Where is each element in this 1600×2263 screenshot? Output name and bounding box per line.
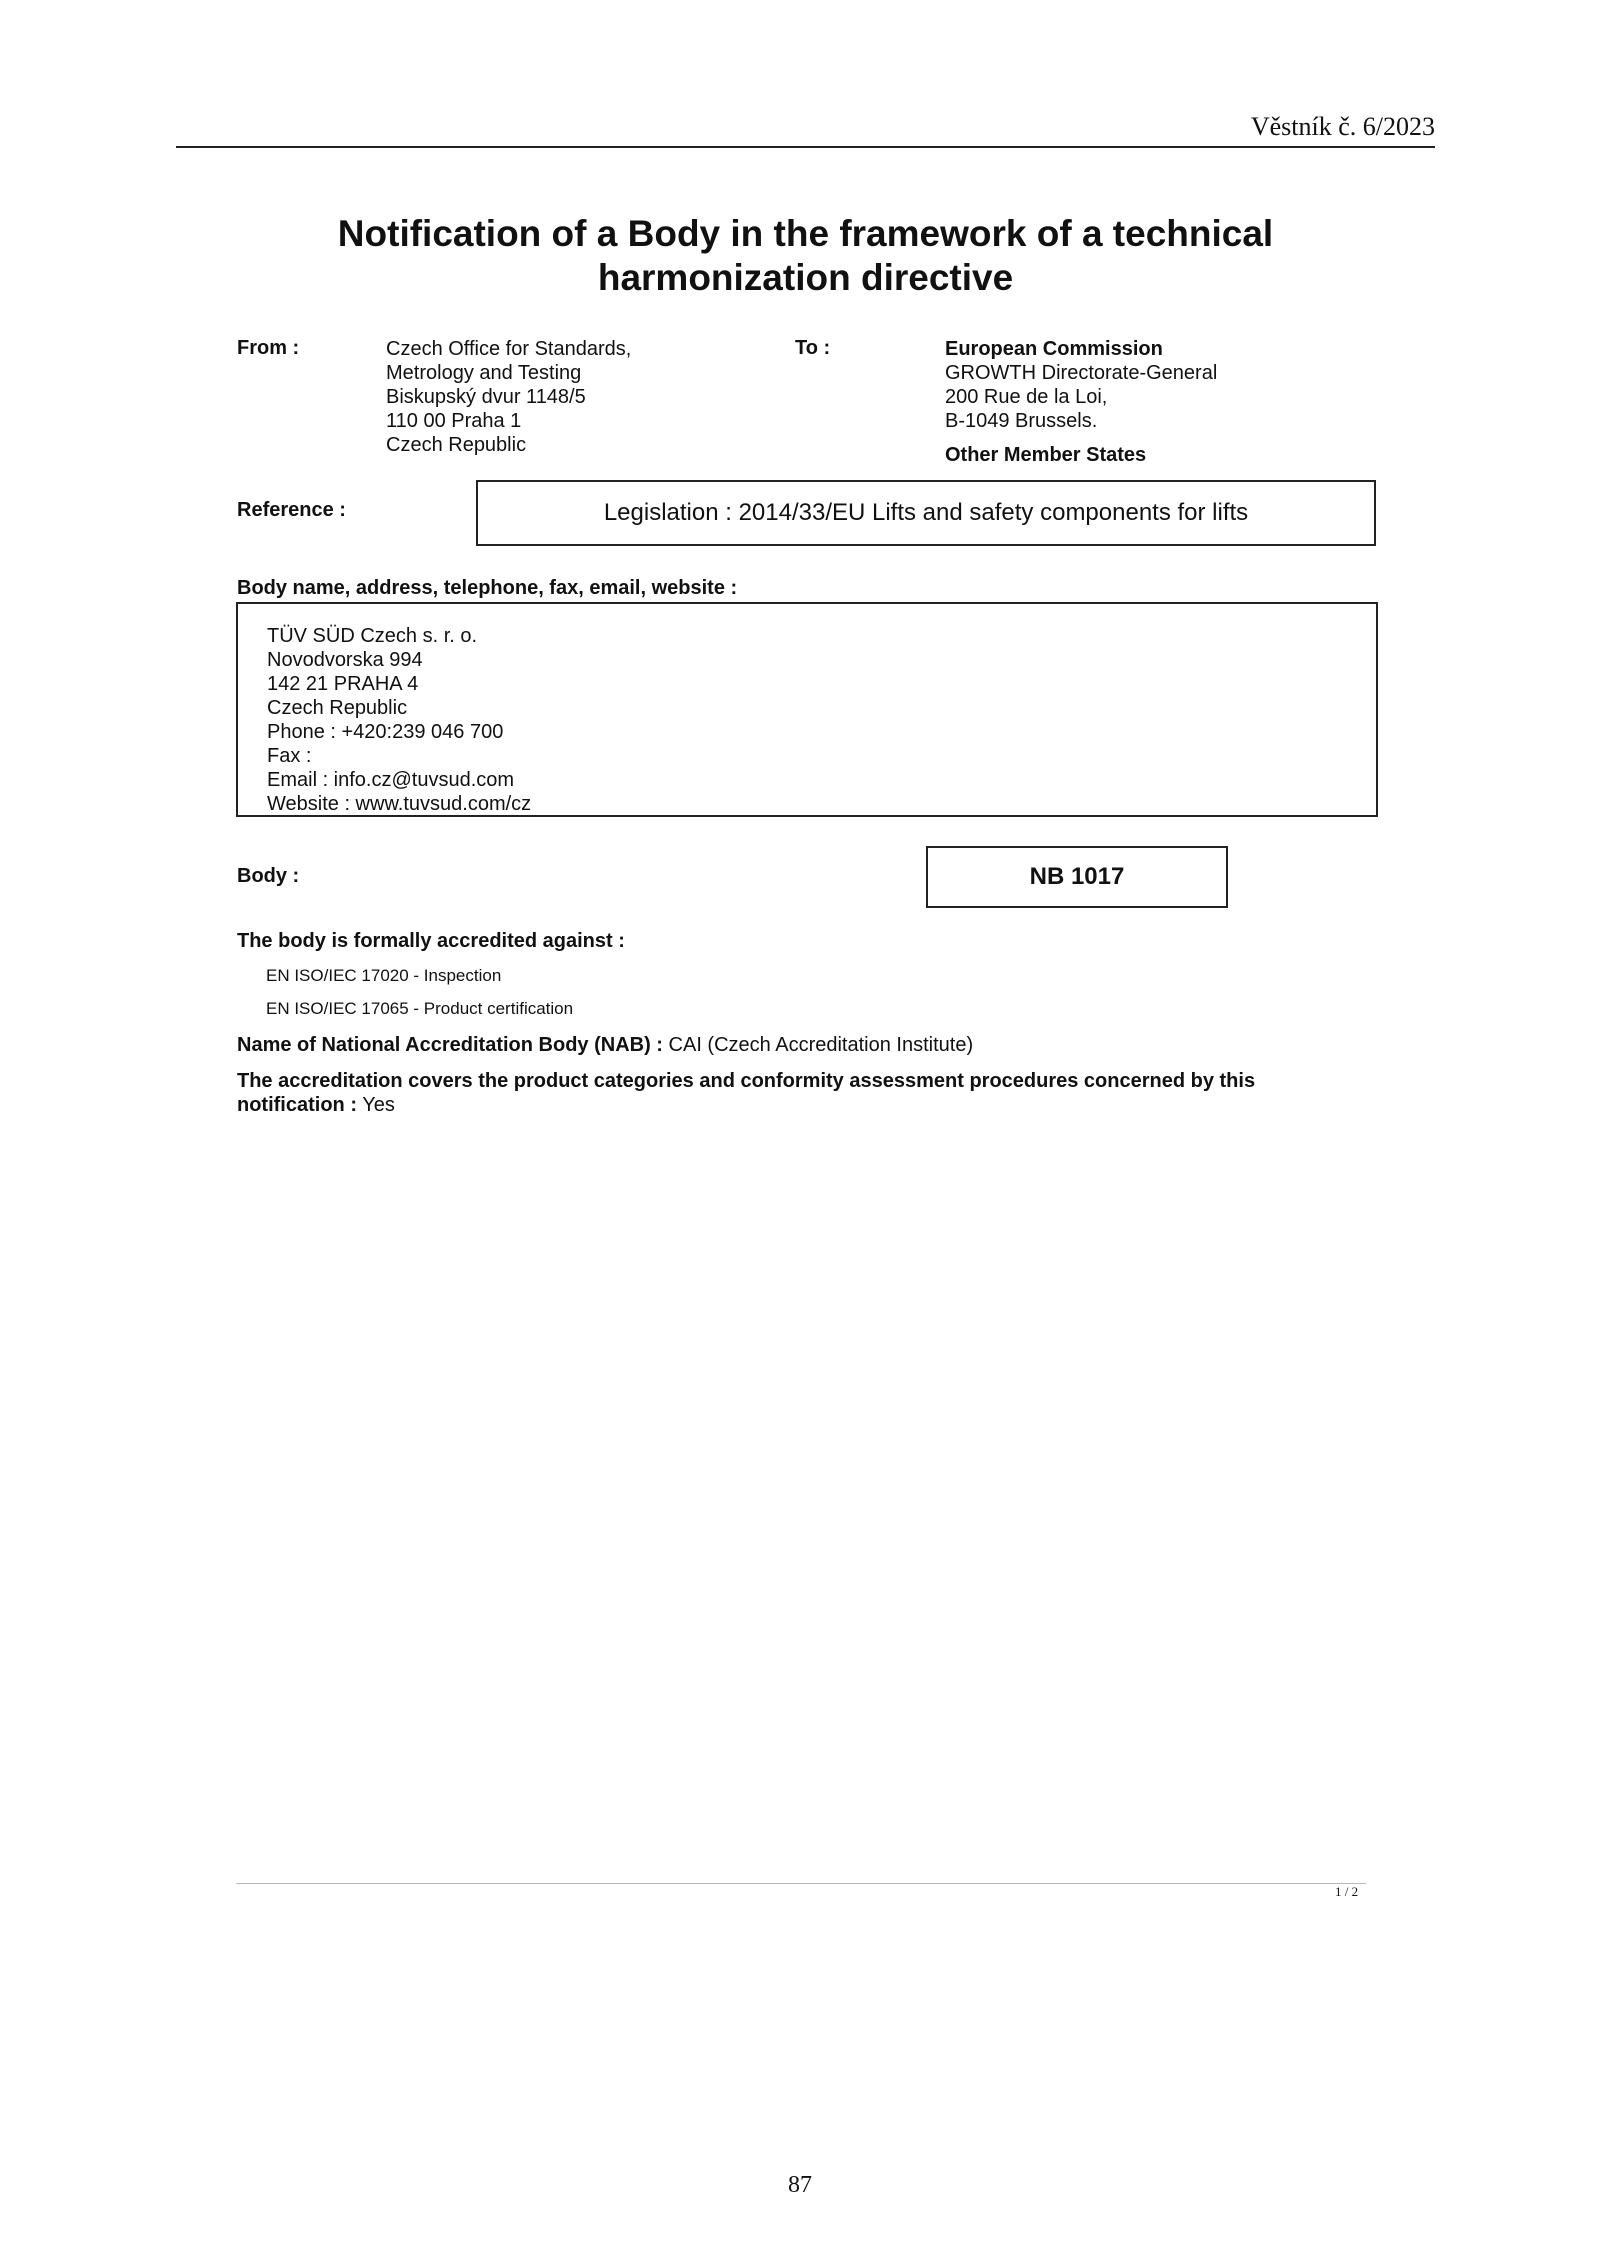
reference-value: Legislation : 2014/33/EU Lifts and safety components for lifts <box>603 499 1249 526</box>
to-line: B-1049 Brussels. <box>945 410 1098 432</box>
to-label: To : <box>795 337 831 359</box>
page-number: 87 <box>788 2172 812 2198</box>
from-label: From : <box>237 337 300 359</box>
body-info-label: Body name, address, telephone, fax, email, website : <box>237 577 738 599</box>
from-line: Biskupský dvur 1148/5 <box>386 386 586 408</box>
title-line-1: Notification of a Body in the framework of a technical <box>337 213 1274 254</box>
nab-line <box>237 1034 973 1057</box>
to-line: 200 Rue de la Loi, <box>945 386 1108 408</box>
reference-box <box>476 480 1376 546</box>
body-info-line: Fax : <box>267 745 312 767</box>
reference-label: Reference : <box>237 499 346 521</box>
to-other-member-states: Other Member States <box>945 444 1147 466</box>
accreditation-label: The body is formally accredited against : <box>237 930 625 952</box>
body-info-line: Phone : +420:239 046 700 <box>267 721 504 743</box>
body-info-line: 142 21 PRAHA 4 <box>267 673 419 695</box>
notified-body-box <box>926 846 1228 908</box>
standard-item: EN ISO/IEC 17065 - Product certification <box>266 999 574 1018</box>
to-organization: European Commission <box>945 338 1163 360</box>
journal-header: Věstník č. 6/2023 <box>1250 112 1435 141</box>
footer-divider <box>236 1883 1366 1884</box>
body-info-box <box>236 602 1378 817</box>
coverage-label-line-2: notification : <box>237 1094 357 1116</box>
standard-item: EN ISO/IEC 17020 - Inspection <box>266 966 502 985</box>
nab-label: Name of National Accreditation Body (NAB) : <box>237 1034 663 1056</box>
body-info-line: Novodvorska 994 <box>267 649 423 671</box>
document-title <box>176 212 1435 300</box>
page-fraction: 1 / 2 <box>1335 1884 1359 1899</box>
from-address <box>386 337 631 457</box>
body-info-line: Czech Republic <box>267 697 408 719</box>
title-line-2: harmonization directive <box>597 257 1014 298</box>
coverage-label-line-1: The accreditation covers the product categories and conformity assessment procedures concerned by this <box>237 1070 1256 1092</box>
body-label: Body : <box>237 865 300 887</box>
coverage-value: Yes <box>362 1094 395 1116</box>
header-divider <box>176 146 1435 148</box>
from-line: 110 00 Praha 1 <box>386 410 522 432</box>
notified-body-number: NB 1017 <box>1029 863 1125 890</box>
to-address <box>945 337 1217 467</box>
from-line: Czech Office for Standards, <box>386 338 632 360</box>
body-info-line: TÜV SÜD Czech s. r. o. <box>267 625 478 647</box>
body-info-line: Email : info.cz@tuvsud.com <box>267 769 515 791</box>
to-line: GROWTH Directorate-General <box>945 362 1218 384</box>
nab-value: CAI (Czech Accreditation Institute) <box>668 1034 974 1056</box>
coverage-statement <box>237 1069 1255 1117</box>
from-line: Metrology and Testing <box>386 362 582 384</box>
from-line: Czech Republic <box>386 434 527 456</box>
body-info-line: Website : www.tuvsud.com/cz <box>267 793 532 815</box>
